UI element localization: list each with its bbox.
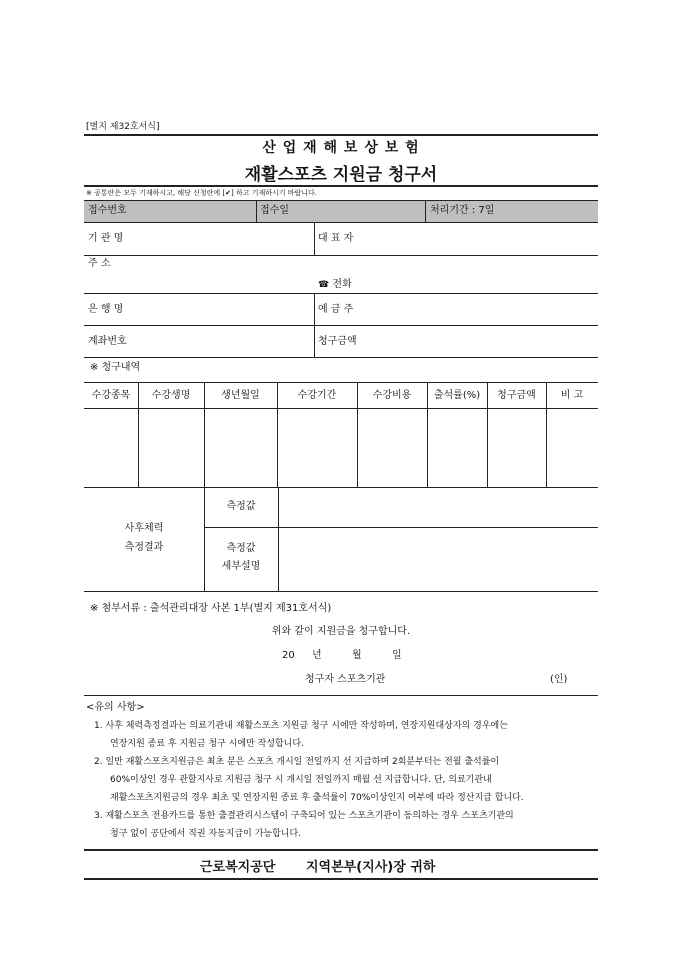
col-student: 수강생명 [151, 390, 191, 401]
col-attendance: 출석률(%) [433, 390, 481, 401]
date-year-unit: 년 [312, 650, 322, 661]
col-amount: 청구금액 [497, 390, 536, 401]
attachment-note: ※ 첨부서류 : 출석관리대장 사본 1부(별지 제31호서식) [90, 603, 332, 614]
col-period: 수강기간 [297, 390, 337, 401]
institution-label: 기 관 명 [88, 233, 124, 244]
receipt-number-label: 접수번호 [88, 205, 127, 216]
form-code: [별지 제32호서식] [86, 122, 160, 132]
note-3-line-2: 청구 없이 공단에서 직권 자동지급이 가능합니다. [110, 829, 302, 839]
footer-recipient: 지역본부(지사)장 귀하 [306, 860, 436, 875]
date-month-unit: 월 [352, 650, 362, 661]
measure-detail-label-1: 측정값 [226, 543, 256, 554]
bank-label: 은 행 명 [88, 304, 124, 315]
post-measure-label-2: 측정결과 [124, 542, 164, 553]
form-title: 재활스포츠 지원금 청구서 [244, 165, 438, 185]
col-remarks: 비 고 [560, 390, 584, 401]
note-1-line-1: 1. 사후 체력측정결과는 의료기관내 재활스포츠 지원금 청구 시에만 작성하며, 연장지원대상자의 경우에는 [94, 721, 508, 731]
claim-amount-label: 청구금액 [318, 336, 357, 347]
phone-field [318, 279, 352, 291]
claim-statement: 위와 같이 지원금을 청구합니다. [271, 626, 411, 637]
col-birthdate: 생년월일 [221, 390, 260, 401]
depositor-label: 예 금 주 [318, 304, 354, 315]
measure-value-label: 측정값 [226, 501, 256, 512]
account-label: 계좌번호 [88, 336, 127, 347]
col-cost: 수강비용 [372, 390, 412, 401]
measure-detail-label-2: 세부설명 [221, 561, 261, 572]
representative-label: 대 표 자 [318, 233, 354, 244]
top-rule [84, 134, 598, 136]
note-2-line-1: 2. 일반 재활스포츠지원금은 최초 분은 스포츠 개시일 전일까지 선 지급하며 2회분부터는 전월 출석률이 [94, 757, 500, 767]
col-sport: 수강종목 [91, 390, 131, 401]
address-label: 주 소 [88, 258, 111, 269]
phone-label: 전화 [332, 279, 352, 290]
note-1-line-2: 연장지원 종료 후 지원금 청구 시에만 작성합니다. [110, 739, 304, 749]
fill-note: ※ 공통란은 모두 기재하시고, 해당 신청란에 [✔] 하고 기재하시기 바랍니다. [86, 189, 318, 197]
phone-icon: ☎ [318, 280, 330, 290]
seal-mark: (인) [550, 674, 568, 685]
form-title-top: 산 업 재 해 보 상 보 험 [262, 140, 420, 156]
title-rule [84, 185, 598, 187]
receipt-row [84, 200, 598, 222]
notes-heading: <유의 사항> [86, 702, 145, 713]
note-3-line-1: 3. 재활스포츠 전용카드를 통한 출결관리시스템이 구축되어 있는 스포츠기관이 동의하는 경우 스포츠기관의 [94, 811, 514, 821]
date-year: 20 [282, 650, 295, 661]
footer-org: 근로복지공단 [200, 860, 276, 875]
date-day-unit: 일 [392, 650, 402, 661]
signer-label: 청구자 스포츠기관 [305, 674, 386, 685]
note-2-line-3: 재활스포츠지원금의 경우 최초 및 연장지원 종료 후 출석률이 70%이상인지 여부에 따라 정산지급 합니다. [110, 793, 524, 803]
post-measure-label-1: 사후체력 [124, 523, 164, 534]
receipt-date-label: 접수일 [260, 205, 289, 216]
note-2-line-2: 60%이상인 경우 관할지사로 지원금 청구 시 개시일 전일까지 매월 선 지급합니다. 단, 의료기관내 [110, 775, 492, 785]
claim-section-label: ※ 청구내역 [90, 362, 141, 373]
processing-period: 처리기간 : 7일 [430, 205, 495, 216]
